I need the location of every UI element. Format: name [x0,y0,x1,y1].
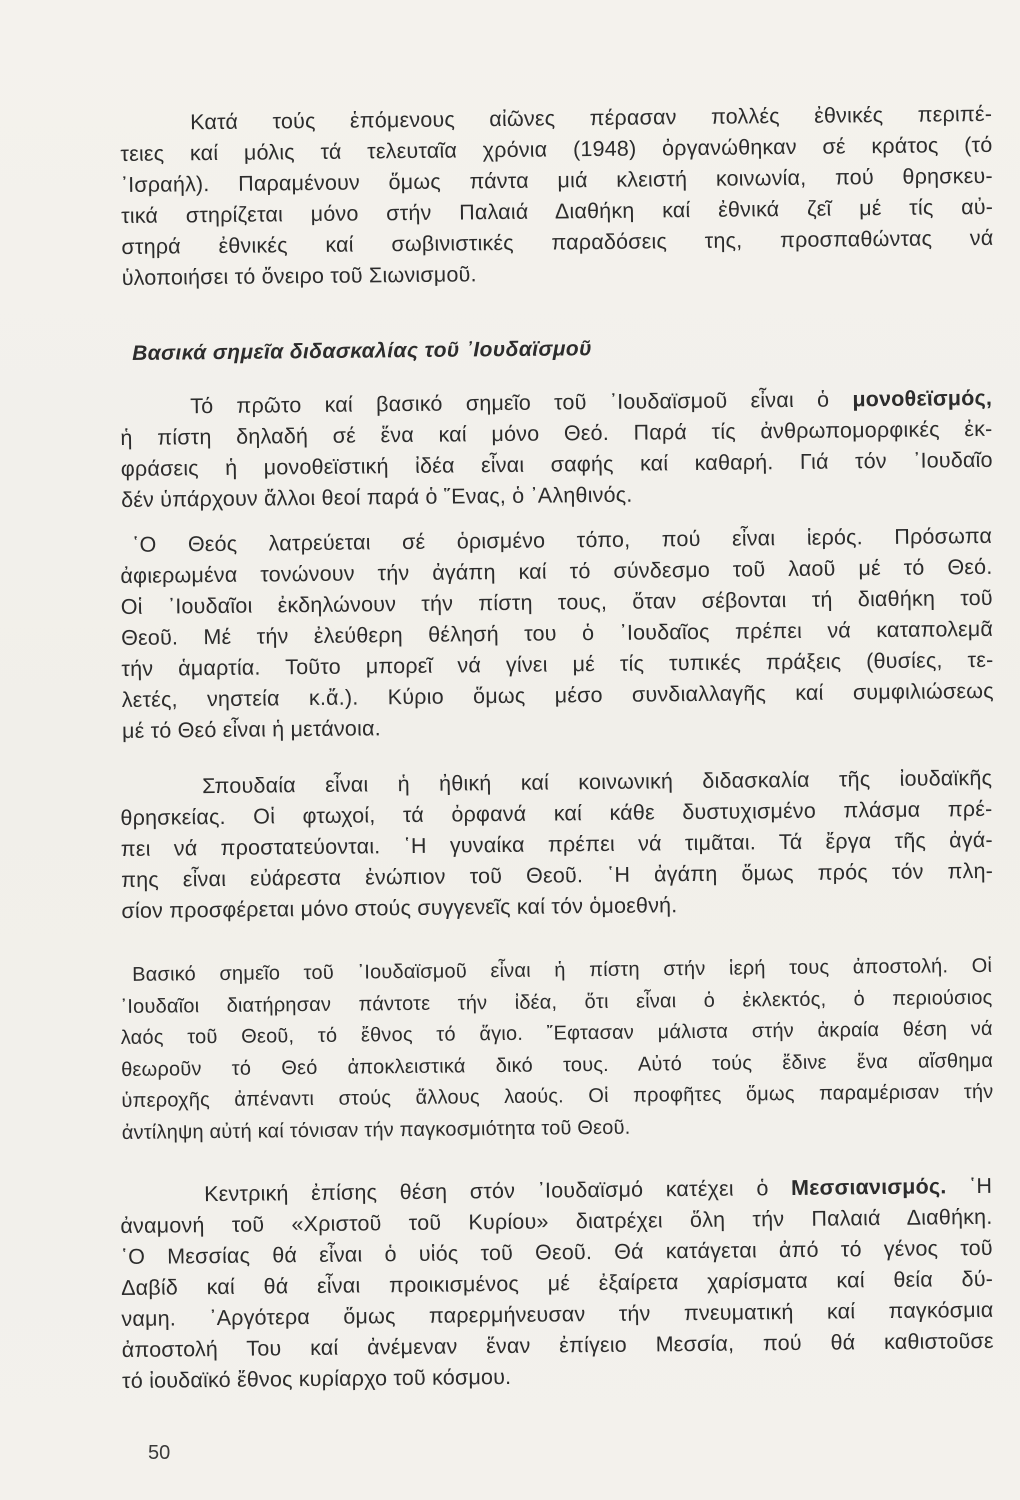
text-line: μέ τό Θεό εἶναι ἡ μετάνοια. [121,716,381,743]
paragraph-mission [120,951,994,1149]
text-line: ὑλοποιήσει τό ὄνειρο τοῦ Σιωνισμοῦ. [121,262,477,290]
text-line: ἀποστολή Του καί ἀνέμεναν ἕναν ἐπίγειο Μεσσία, πού θά καθιστοῦσε [121,1328,994,1362]
text-line: ᾿Ιουδαῖοι διατήρησαν πάντοτε τήν ἰδέα, ὅτι εἶναι ὁ ἐκλεκτός, ὁ περιούσιος [120,986,993,1018]
text-line: τικά στηρίζεται μόνο στήν Παλαιά Διαθήκη καί ἐθνικά ζεῖ μέ τίς αὐ- [121,194,994,228]
text-line: τό ἰουδαϊκό ἔθνος κυρίαρχο τοῦ κόσμου. [121,1364,512,1393]
text-line: Κατά τούς ἑπόμενους αἰῶνες πέρασαν πολλές ἐθνικές περιπέ- [190,101,993,135]
text-line: Βασικό σημεῖο τοῦ ᾿Ιουδαϊσμοῦ εἶναι ἡ πίστη στήν ἱερή τους ἀποστολή. Οἱ [132,954,993,986]
paragraph-worship [120,521,994,747]
text-line: στηρά ἐθνικές καί σωβινιστικές παραδόσεις της, προσπαθώντας νά [121,225,994,259]
text-line: ἀντίληψη αὐτή καί τόνισαν τήν παγκοσμιότητα τοῦ Θεοῦ. [121,1116,631,1144]
text-line: ἀναμονή τοῦ «Χριστοῦ τοῦ Κυρίου» διατρέχει ὅλη τήν Παλαιά Διαθήκη. [120,1204,993,1238]
text-line: πης εἶναι εὐάρεστα ἐνώπιον τοῦ Θεοῦ. ῾Η ἀγάπη ὅμως πρός τόν πλη- [121,858,994,892]
paragraph-ottoman-israel [120,99,994,294]
text-line: θρησκείας. Οἱ φτωχοί, τά ὀρφανά καί κάθε δυστυχισμένο πλάσμα πρέ- [120,796,993,830]
text-line: Οἱ ᾿Ιουδαῖοι ἐκδηλώνουν τήν πίστη τους, ὅταν σέβονται τή διαθήκη τοῦ [120,585,993,619]
text-line: ῾Ο Μεσσίας θά εἶναι ὁ υἱός τοῦ Θεοῦ. Θά κατάγεται ἀπό τό γένος τοῦ [120,1235,993,1269]
text-line: Δαβίδ καί θά εἶναι προικισμένος μέ ἐξαίρετα χαρίσματα καί θεία δύ- [121,1266,994,1300]
paragraph-ethics [120,763,994,927]
text-line: ναμη. ᾿Αργότερα ὅμως παρερμήνευσαν τήν πνευματική καί παγκόσμια [121,1297,994,1331]
text-line: Θεοῦ. Μέ τήν ἐλεύθερη θέλησή του ὁ ᾿Ιουδαῖος πρέπει νά καταπολεμᾶ [121,616,994,650]
text-line: ᾿Ισραήλ). Παραμένουν ὅμως πάντα μιά κλειστή κοινωνία, πού θρησκευ- [120,163,993,197]
text-line: Τό πρῶτο καί βασικό σημεῖο τοῦ ᾿Ιουδαϊσμοῦ εἶναι ὁ μονοθεϊσμός, [190,385,993,419]
text-line: τειες καί μόλις τά τελευταῖα χρόνια (1948) ὀργανώθηκαν σέ κράτος (τό [120,132,993,166]
text-line: Σπουδαία εἶναι ἡ ἠθική καί κοινωνική διδασκαλία τῆς ἰουδαϊκῆς [202,765,993,799]
text-line: πει νά προστατεύονται. ῾Η γυναίκα πρέπει νά τιμᾶται. Τά ἔργα τῆς ἀγά- [120,827,993,861]
bold-term: Μεσσιανισμός. [790,1174,947,1200]
section-heading: Βασικά σημεῖα διδασκαλίας τοῦ ᾿Ιουδαϊσμοῦ [132,337,593,365]
text-line: τήν ἁμαρτία. Τοῦτο μπορεῖ νά γίνει μέ τίς τυπικές πράξεις (θυσίες, τε- [121,647,994,681]
text-line: ἀφιερωμένα τονώνουν τήν ἀγάπη καί τό σύνδεσμο τοῦ λαοῦ μέ τό Θεό. [120,554,993,588]
page-number: 50 [148,1442,171,1464]
text-line: ὑπεροχῆς ἀπέναντι στούς ἄλλους λαούς. Οἱ προφῆτες ὅμως παραμέρισαν τήν [121,1080,994,1112]
text-line: φράσεις ἡ μονοθεϊστική ἰδέα εἶναι σαφής καί καθαρή. Γιά τόν ᾿Ιουδαῖο [120,447,993,481]
paragraph-messianism [120,1171,994,1397]
paragraph-monotheism [120,383,993,516]
text-line: δέν ὑπάρχουν ἄλλοι θεοί παρά ὁ ῞Ενας, ὁ ᾿Αληθινός. [121,482,633,512]
text-line: λαός τοῦ Θεοῦ, τό ἔθνος τό ἅγιο. ῎Εφτασαν μάλιστα στήν ἀκραία θέση νά [120,1017,993,1049]
text-line: σίον προσφέρεται μόνο στούς συγγενεῖς καί τόν ὁμοεθνή. [121,893,678,923]
text-line: ῾Ο Θεός λατρεύεται σέ ὁρισμένο τόπο, πού εἶναι ἱερός. Πρόσωπα [132,523,993,557]
text-line: λετές, νηστεία κ.ἄ.). Κύριο ὅμως μέσο συνδιαλλαγῆς καί συμφιλιώσεως [121,678,994,712]
bold-term: μονοθεϊσμός, [852,385,993,412]
text-line: ἡ πίστη δηλαδή σέ ἕνα καί μόνο Θεό. Παρά τίς ἀνθρωπομορφικές ἐκ- [120,416,993,450]
text-line: Κεντρική ἐπίσης θέση στόν ᾿Ιουδαϊσμό κατέχει ὁ Μεσσιανισμός. ῾Η [204,1173,993,1207]
text-line: θεωροῦν τό Θεό ἀποκλειστικά δικό τους. Αὐτό τούς ἔδινε ἕνα αἴσθημα [121,1049,994,1081]
